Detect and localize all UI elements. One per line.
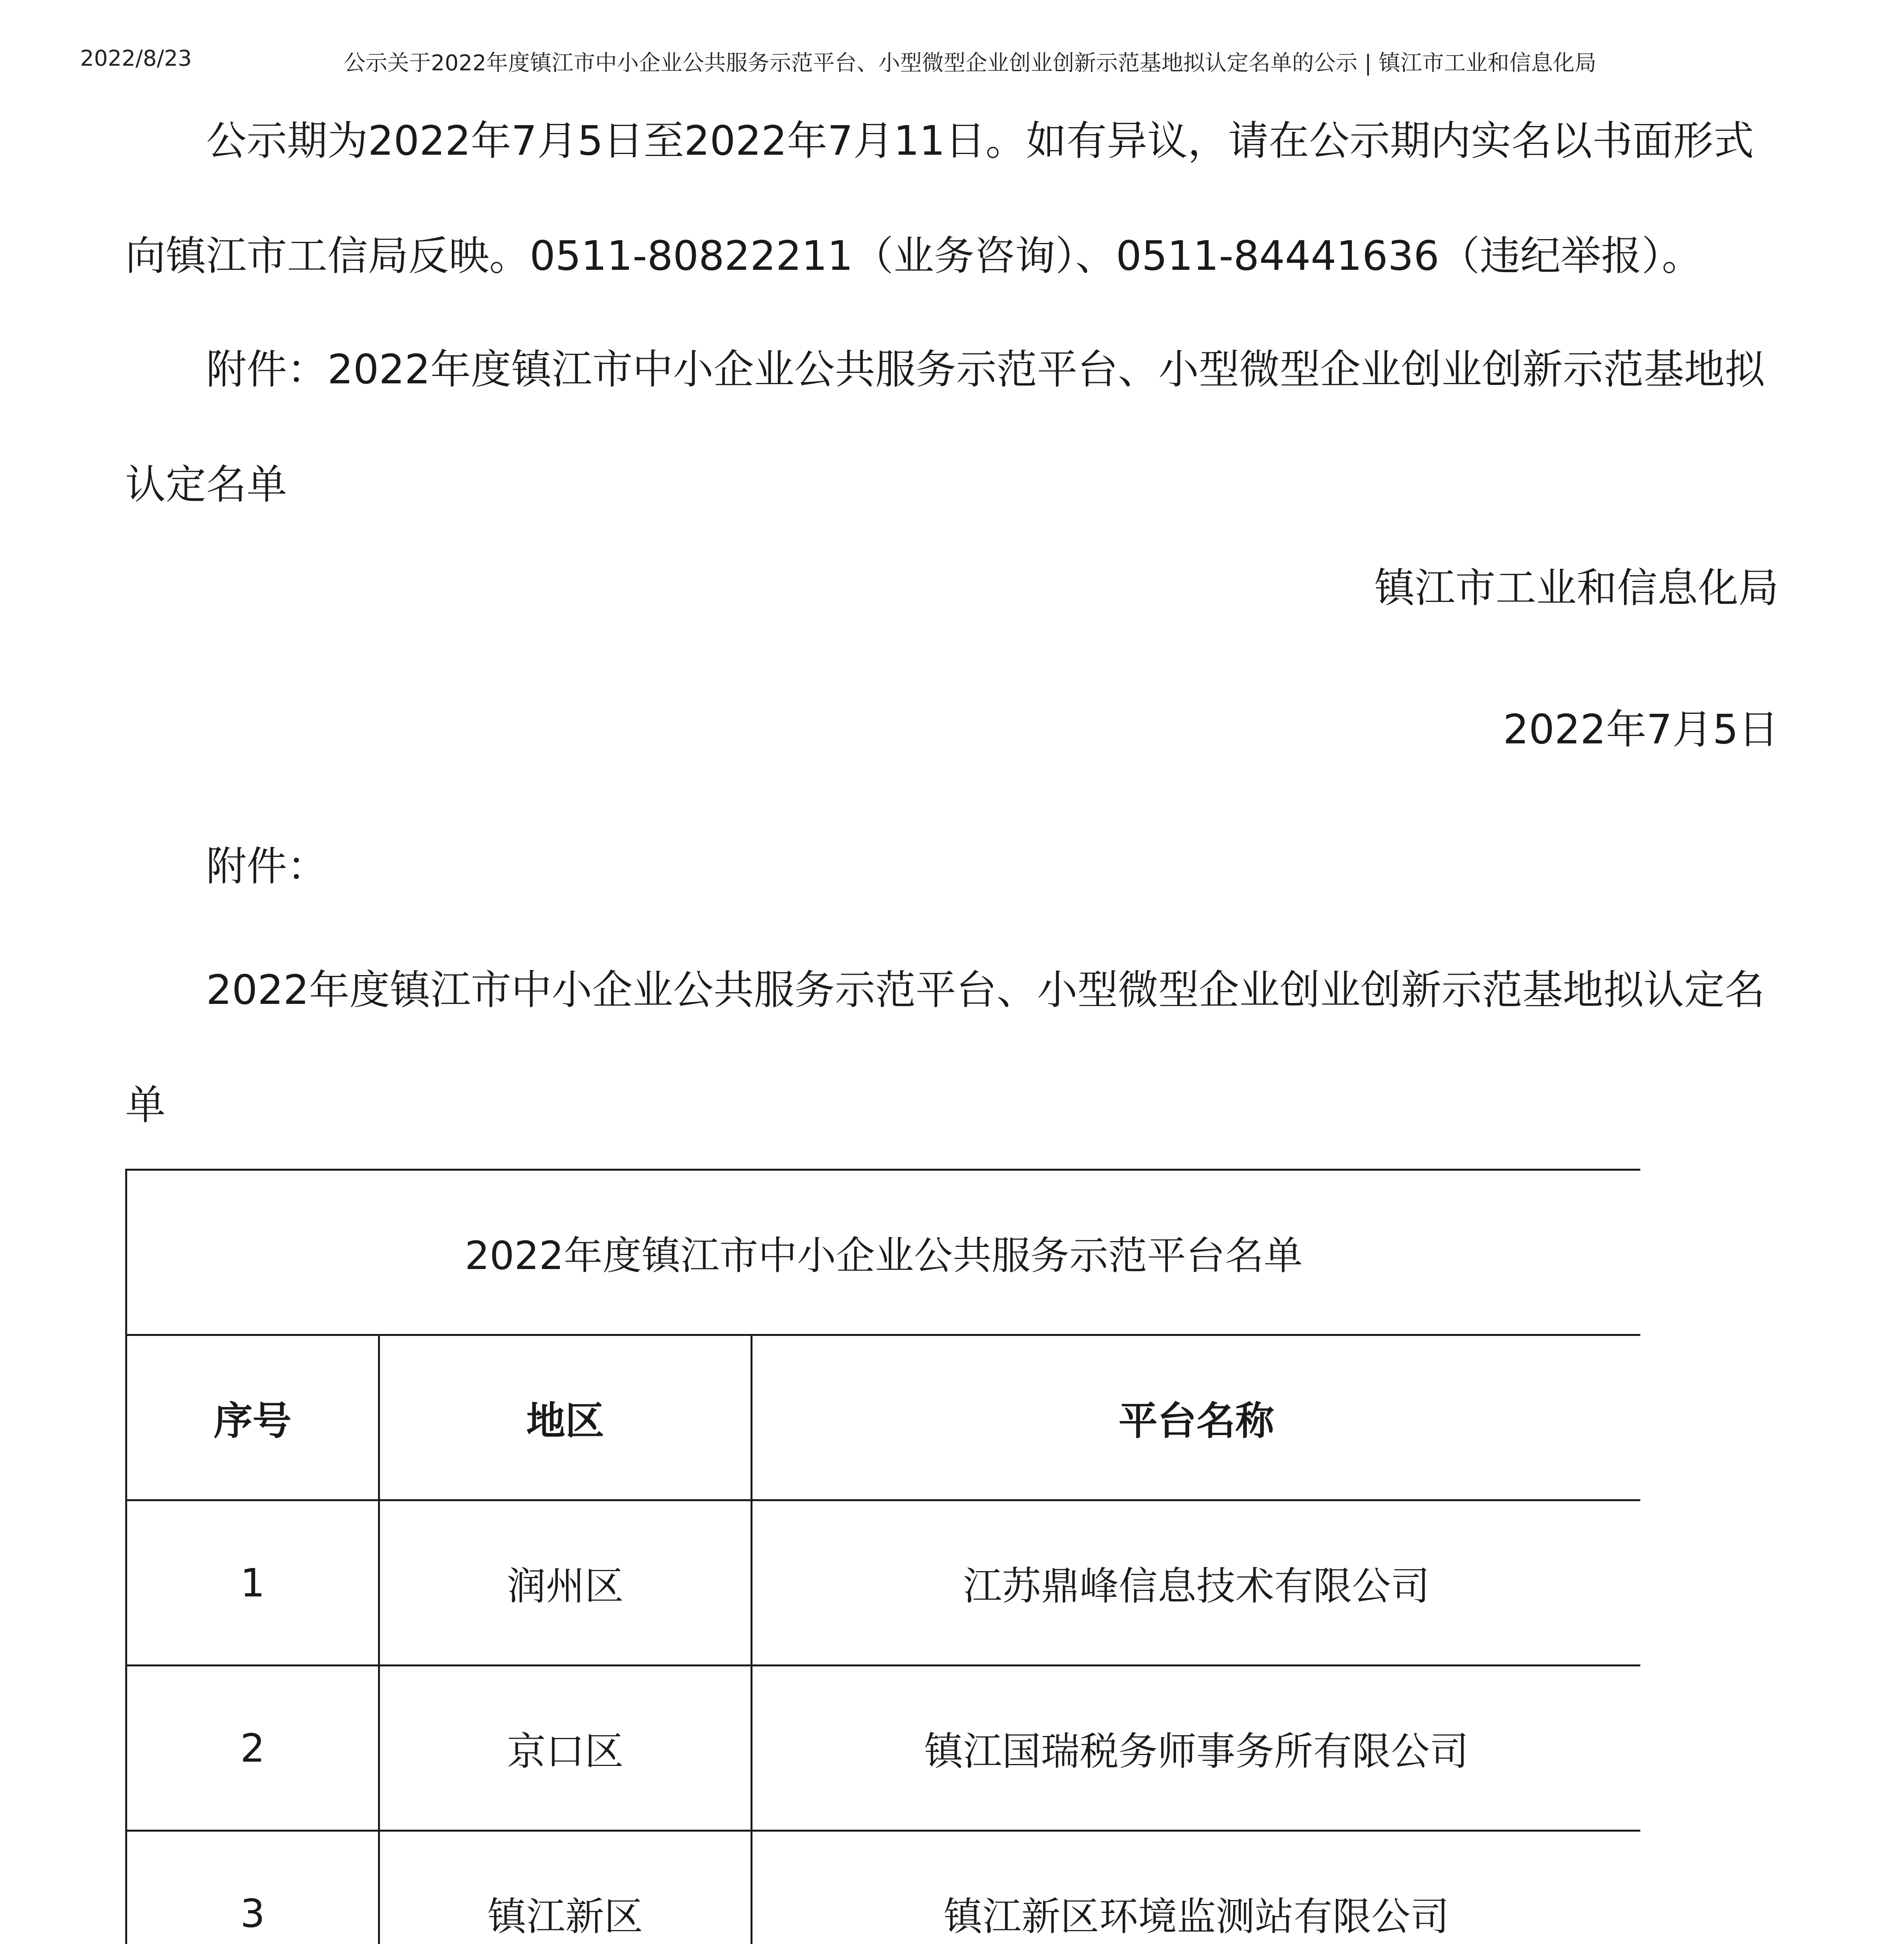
platform-table (125, 1169, 1640, 1944)
column-header-district: 地区 (379, 1335, 752, 1500)
cell-platform-name: 镇江国瑞税务师事务所有限公司 (752, 1666, 1641, 1831)
cell-district: 京口区 (379, 1666, 752, 1831)
cell-index: 1 (126, 1500, 379, 1666)
annex-title: 2022年度镇江市中小企业公共服务示范平台、小型微型企业创业创新示范基地拟认定名单 (125, 966, 1765, 1129)
cell-district: 润州区 (379, 1500, 752, 1666)
print-page-title: 公示关于2022年度镇江市中小企业公共服务示范平台、小型微型企业创业创新示范基地拟认定名单的公示 | 镇江市工业和信息化局 (344, 51, 1596, 76)
notice-paragraph: 公示期为2022年7月5日至2022年7月11日。如有异议，请在公示期内实名以书面形式向镇江市工信局反映。0511-80822211（业务咨询）、0511-84441636（违纪举报）。 (125, 117, 1754, 280)
table-caption: 2022年度镇江市中小企业公共服务示范平台名单 (126, 1170, 1641, 1335)
platform-table-frame (125, 1169, 1640, 1944)
table-header-row (126, 1335, 1641, 1500)
table-caption-row (126, 1170, 1641, 1335)
signature-organization: 镇江市工业和信息化局 (1374, 564, 1779, 612)
annex-label: 附件： (206, 843, 328, 890)
column-header-platform-name: 平台名称 (752, 1335, 1641, 1500)
cell-index: 2 (126, 1666, 379, 1831)
column-header-index: 序号 (126, 1335, 379, 1500)
table-row (126, 1666, 1641, 1831)
cell-platform-name: 镇江新区环境监测站有限公司 (752, 1831, 1641, 1944)
print-date: 2022/8/23 (80, 46, 192, 71)
cell-index: 3 (126, 1831, 379, 1944)
attachment-paragraph: 附件：2022年度镇江市中小企业公共服务示范平台、小型微型企业创业创新示范基地拟认定名单 (125, 346, 1765, 508)
cell-platform-name: 江苏鼎峰信息技术有限公司 (752, 1500, 1641, 1666)
table-row (126, 1831, 1641, 1944)
cell-district: 镇江新区 (379, 1831, 752, 1944)
signature-date: 2022年7月5日 (1503, 706, 1779, 753)
table-row (126, 1500, 1641, 1666)
